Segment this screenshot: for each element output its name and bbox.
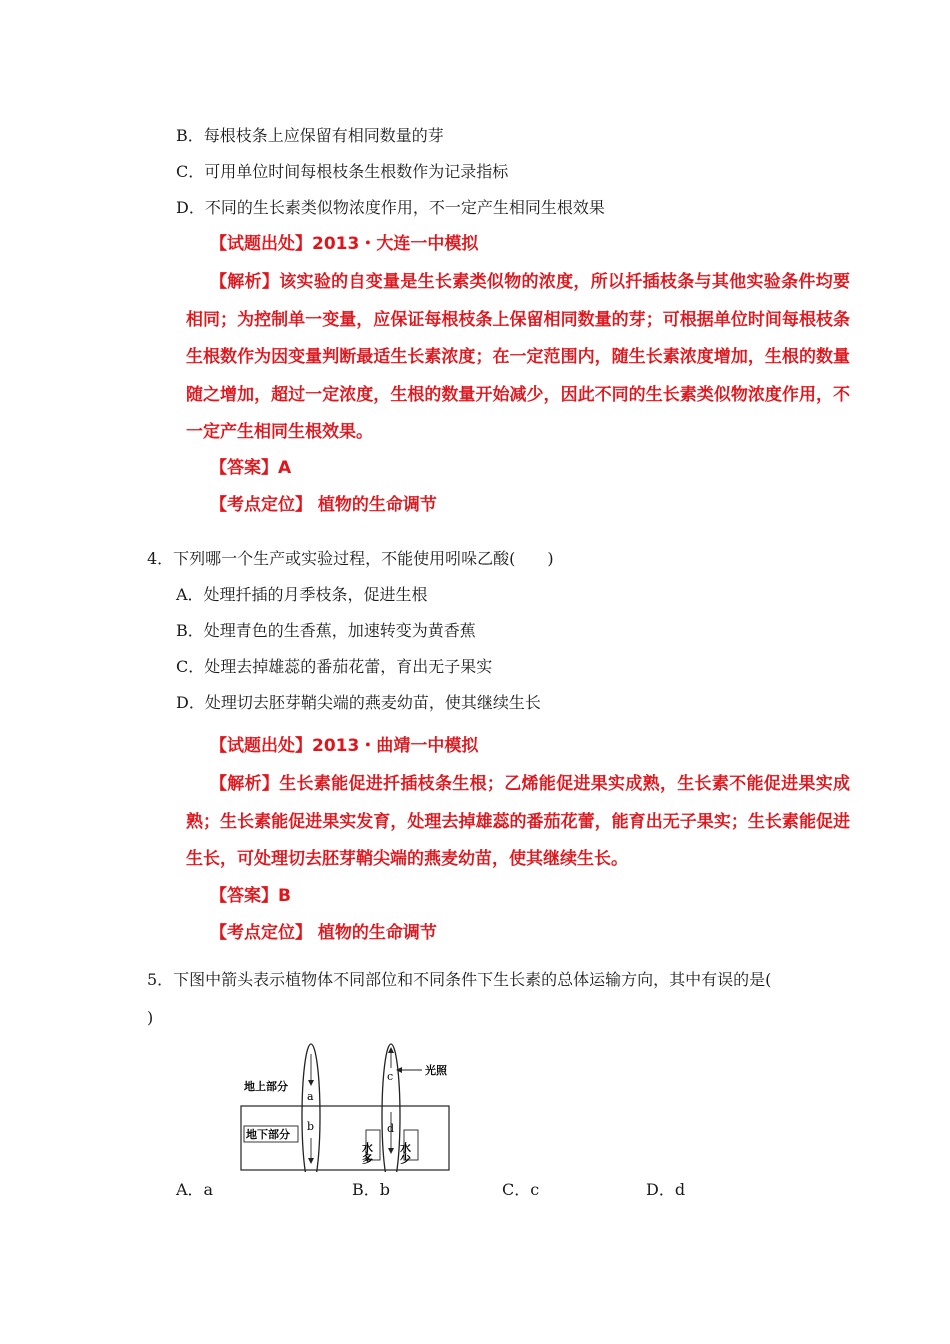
q4-source: 【试题出处】2013・曲靖一中模拟 (210, 736, 479, 756)
arrow-d-head (388, 1148, 394, 1154)
q3-analysis: 【解析】该实验的自变量是生长素类似物的浓度，所以扦插枝条与其他实验条件均要相同；为控制单一变量，应保证每根枝条上保留相同数量的芽；可根据单位时间每根枝条生根数作为因变量判断最适生长素浓度；在一定范围内，随生长素浓度增加，生根的数量随之增加，超过一定浓度，生根的数量开始减少，因此不同的生长素类似物浓度作用，不一定产生相同生根效果。 (186, 272, 850, 442)
label-a: a (307, 1090, 314, 1103)
q3-option-b: B．每根枝条上应保留有相同数量的芽 (176, 126, 444, 145)
q4-topic: 【考点定位】 植物的生命调节 (210, 923, 437, 943)
light-arrow-head (396, 1067, 402, 1073)
q4-option-b: B．处理青色的生香蕉，加速转变为黄香蕉 (176, 621, 476, 640)
q4-analysis: 【解析】生长素能促进扦插枝条生根；乙烯能促进果实成熟，生长素不能促进果实成熟；生长素能促进果实发育，处理去掉雄蕊的番茄花蕾，能育出无子果实；生长素能促进生长，可处理切去胚芽鞘尖端的燕麦幼苗，使其继续生长。 (186, 774, 850, 869)
light-label: 光照 (425, 1064, 447, 1077)
q4-option-c: C．处理去掉雄蕊的番茄花蕾，育出无子果实 (176, 657, 493, 676)
q3-topic: 【考点定位】 植物的生命调节 (210, 495, 437, 515)
auxin-transport-figure (236, 1042, 466, 1172)
q5-option-c: C．c (502, 1180, 540, 1199)
q3-source: 【试题出处】2013・大连一中模拟 (210, 234, 479, 254)
arrow-b-head (308, 1158, 314, 1164)
q4-stem: 4．下列哪一个生产或实验过程，不能使用吲哚乙酸( ) (147, 549, 554, 568)
q4-option-a: A．处理扦插的月季枝条，促进生根 (176, 585, 428, 604)
q4-option-d: D．处理切去胚芽鞘尖端的燕麦幼苗，使其继续生长 (176, 693, 541, 712)
q4-answer: 【答案】B (210, 886, 291, 906)
q3-option-c: C．可用单位时间每根枝条生根数作为记录指标 (176, 162, 509, 181)
above-ground-label: 地上部分 (244, 1080, 288, 1093)
q5-option-b: B．b (352, 1180, 391, 1199)
q3-answer: 【答案】A (210, 458, 292, 478)
q5-option-a: A．a (176, 1180, 214, 1199)
label-c: c (387, 1070, 394, 1083)
water-more-label: 水多 (360, 1142, 374, 1164)
q5-stem: 5．下图中箭头表示植物体不同部位和不同条件下生长素的总体运输方向，其中有误的是( (147, 970, 772, 989)
below-ground-label: 地下部分 (246, 1128, 290, 1141)
arrow-c-head (388, 1047, 394, 1053)
q5-stem-end: ) (147, 1008, 154, 1027)
arrow-a-head (308, 1080, 314, 1086)
q3-option-d: D．不同的生长素类似物浓度作用，不一定产生相同生根效果 (176, 198, 605, 217)
water-less-label: 水少 (398, 1142, 412, 1164)
label-d: d (387, 1122, 395, 1135)
q5-option-d: D．d (646, 1180, 686, 1199)
label-b: b (307, 1120, 315, 1133)
